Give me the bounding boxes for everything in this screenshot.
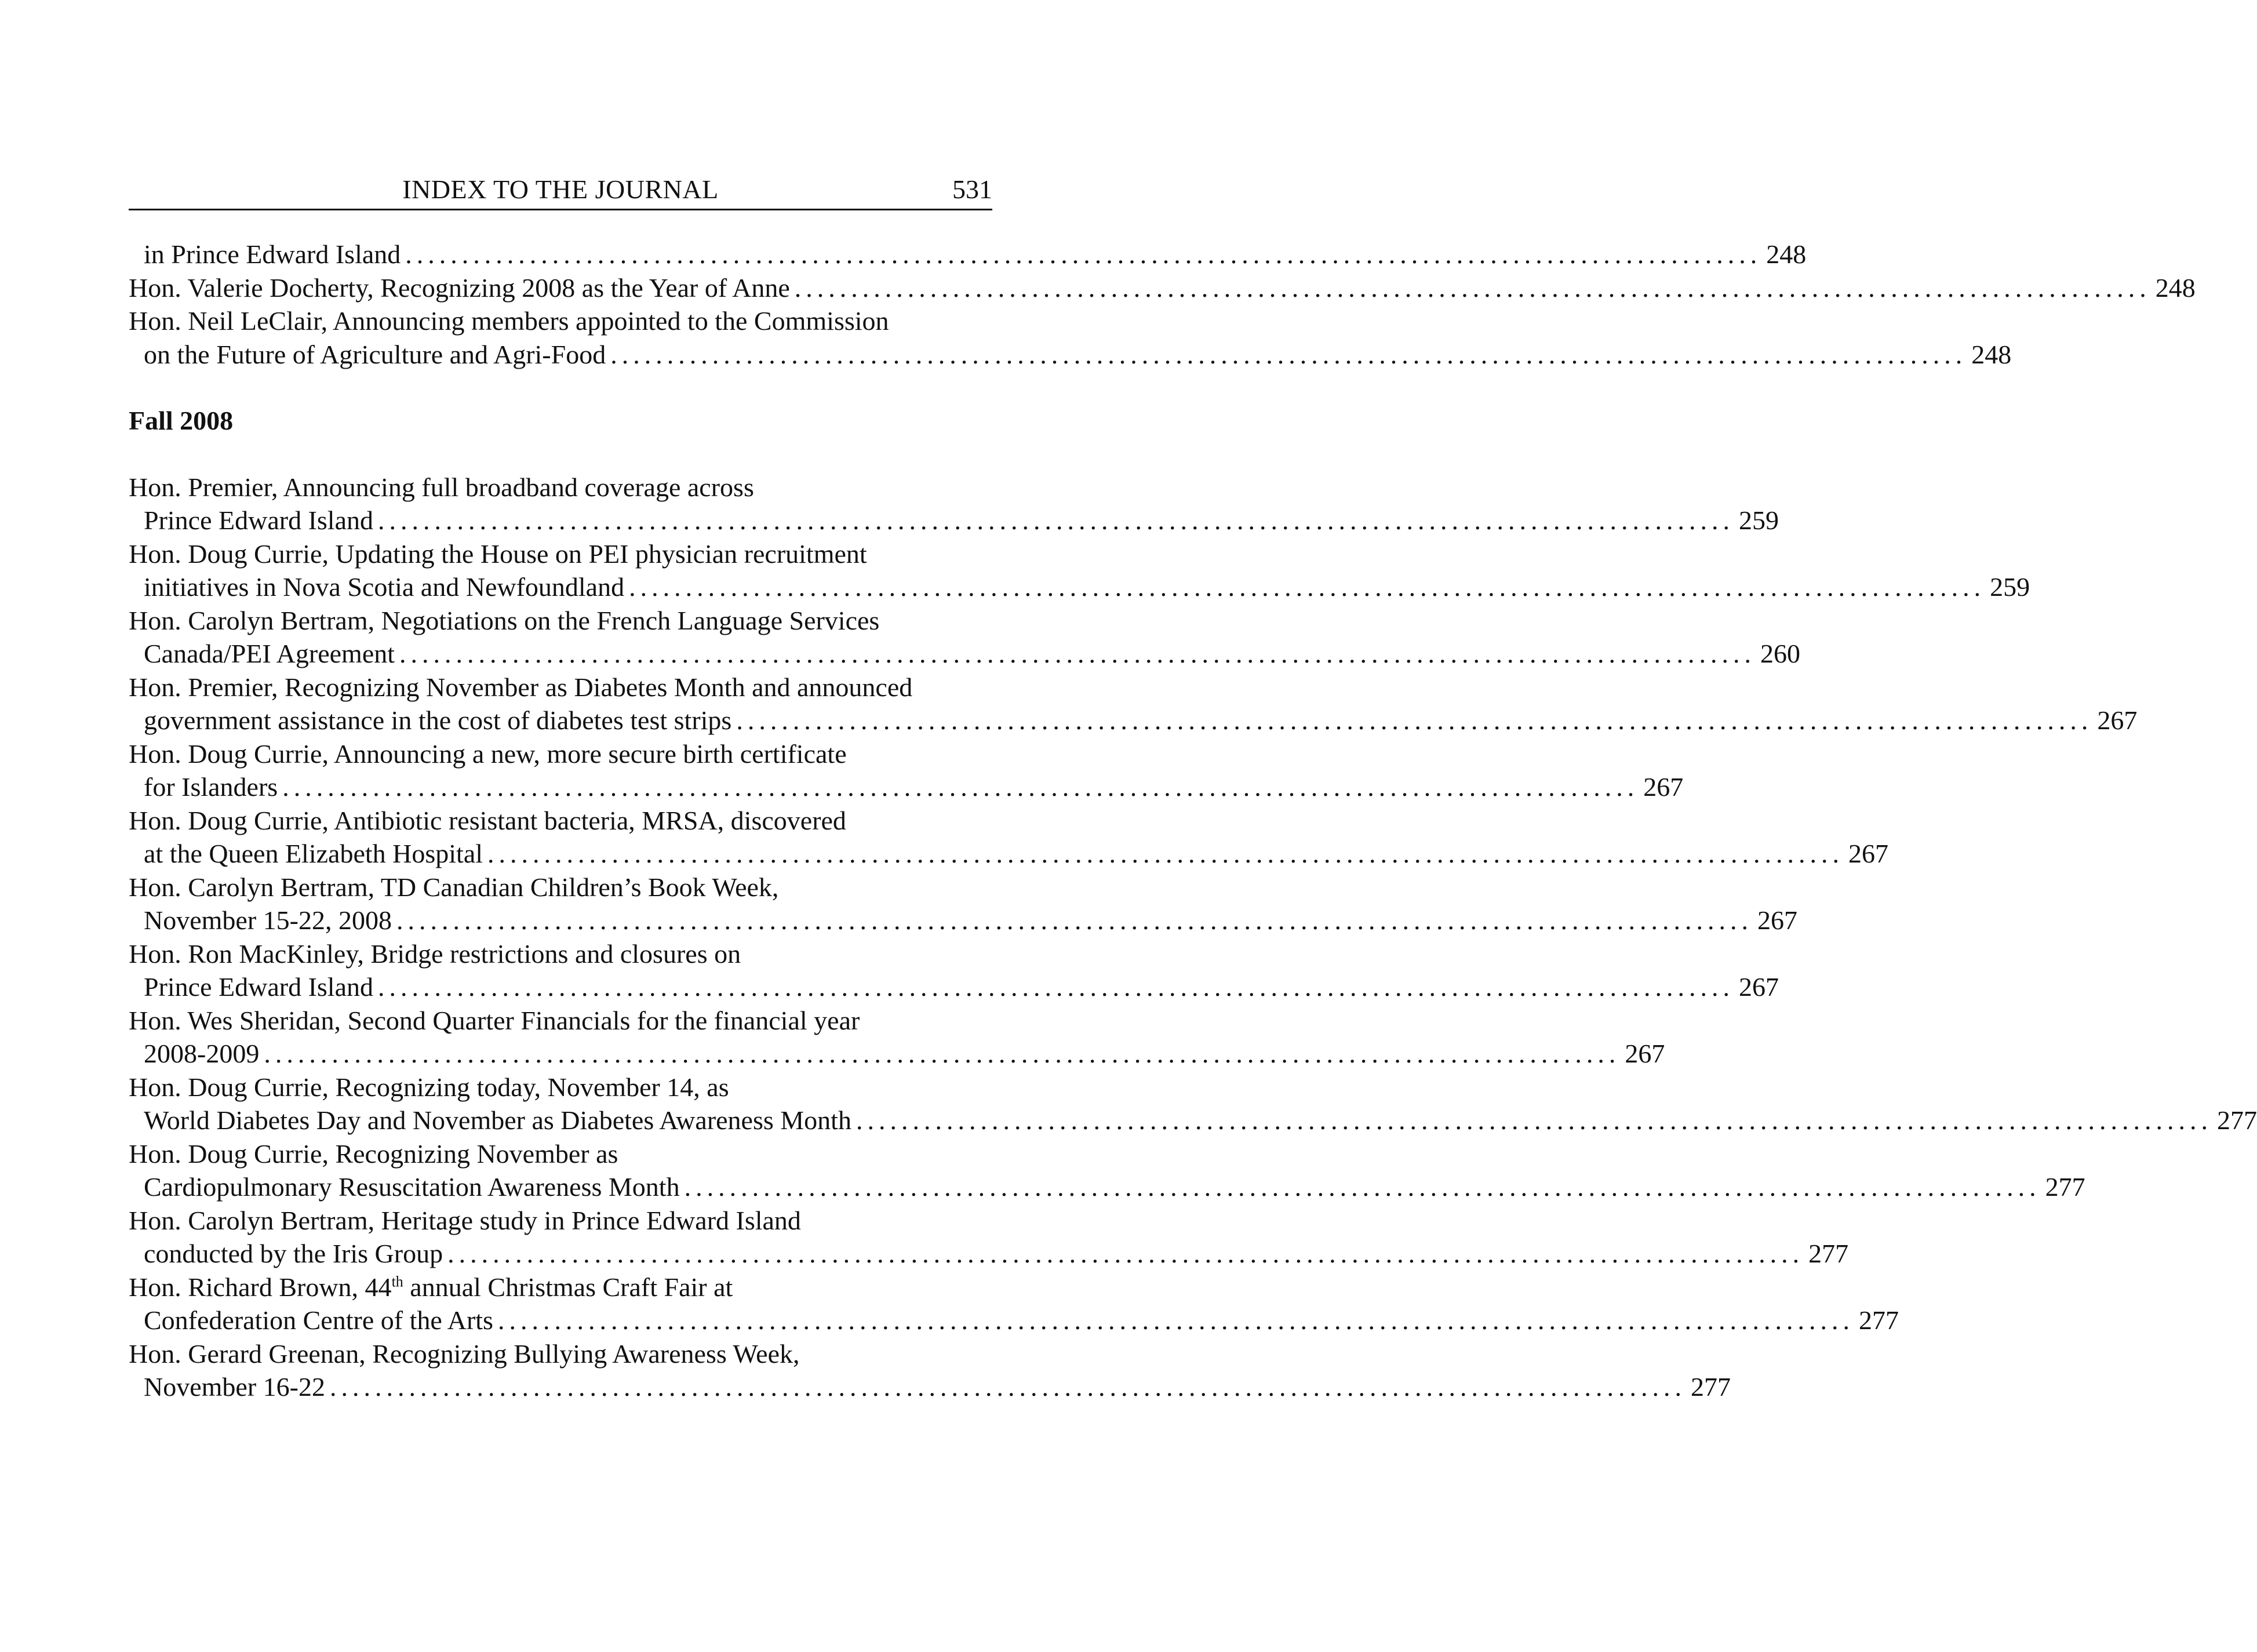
entry-text: November 15-22, 2008 — [144, 905, 392, 935]
header-title: INDEX TO THE JOURNAL — [402, 174, 719, 204]
dot-leader: ........................................................................................................................ — [629, 572, 1986, 602]
entry-text: for Islanders — [144, 772, 278, 802]
header-page-number: 531 — [952, 174, 992, 204]
dot-leader: ........................................................................................................................ — [378, 505, 1734, 535]
entry-page-number: 259 — [1990, 572, 2030, 602]
entry-line — [129, 737, 992, 771]
entry-line — [129, 271, 2196, 305]
dot-leader: ........................................................................................................................ — [264, 1039, 1621, 1068]
entry-page-number: 248 — [1971, 339, 2012, 369]
index-entry — [129, 804, 1889, 871]
index-entry — [129, 238, 1807, 271]
entry-text: World Diabetes Day and November as Diabetes Awareness Month — [144, 1105, 851, 1135]
entry-text: Hon. Richard Brown, 44th annual Christmas Craft Fair at — [129, 1272, 733, 1302]
entry-text: Cardiopulmonary Resuscitation Awareness Month — [144, 1172, 680, 1202]
entry-line — [129, 1071, 992, 1104]
entry-line — [129, 671, 992, 704]
entry-text: Hon. Wes Sheridan, Second Quarter Financials for the financial year — [129, 1005, 860, 1035]
entry-line — [129, 604, 992, 638]
entry-page-number: 267 — [1739, 972, 1779, 1002]
entry-text: Hon. Carolyn Bertram, Negotiations on the French Language Services — [129, 605, 880, 635]
entry-line — [129, 1137, 992, 1171]
entry-line — [129, 1370, 1731, 1404]
dot-leader: ........................................................................................................................ — [396, 905, 1753, 935]
dot-leader: ........................................................................................................................ — [684, 1172, 2041, 1202]
entry-page-number: 248 — [1766, 239, 1807, 269]
entry-text: Hon. Carolyn Bertram, TD Canadian Children’s Book Week, — [129, 872, 779, 902]
entry-text: Hon. Valerie Docherty, Recognizing 2008 as the Year of Anne — [129, 272, 790, 303]
dot-leader: ........................................................................................................................ — [447, 1239, 1804, 1268]
entry-text: Hon. Doug Currie, Recognizing today, November 14, as — [129, 1072, 729, 1102]
entry-line — [129, 238, 1807, 271]
entry-page-number: 267 — [2097, 705, 2138, 735]
entry-line — [129, 1170, 2085, 1204]
entry-text: Hon. Gerard Greenan, Recognizing Bullying Awareness Week, — [129, 1338, 800, 1369]
entry-text: Hon. Ron MacKinley, Bridge restrictions and closures on — [129, 938, 741, 969]
index-entry — [129, 604, 1801, 671]
entry-text: Prince Edward Island — [144, 972, 373, 1002]
entry-page-number: 277 — [2045, 1172, 2085, 1202]
entry-line — [129, 504, 1779, 537]
entry-line — [129, 1271, 992, 1304]
entry-text: Prince Edward Island — [144, 505, 373, 535]
index-entry — [129, 1071, 2257, 1137]
entry-page-number: 248 — [2155, 272, 2196, 303]
dot-leader: ........................................................................................................................ — [497, 1305, 1854, 1335]
entry-page-number: 267 — [1757, 905, 1797, 935]
entry-text: November 16-22 — [144, 1372, 325, 1402]
entry-text: government assistance in the cost of diabetes test strips — [144, 705, 732, 735]
entry-text: Canada/PEI Agreement — [144, 639, 395, 668]
entry-line — [129, 837, 1889, 871]
dot-leader: ........................................................................................................................ — [405, 239, 1762, 269]
entry-page-number: 277 — [1858, 1305, 1899, 1335]
entry-text: Hon. Doug Currie, Antibiotic resistant bacteria, MRSA, discovered — [129, 805, 846, 835]
entry-text: Hon. Doug Currie, Announcing a new, more secure birth certificate — [129, 738, 847, 769]
index-entry — [129, 1337, 1731, 1404]
running-header — [129, 172, 992, 210]
entry-line — [129, 770, 1684, 804]
index-entry — [129, 1204, 1849, 1271]
ordinal-suffix: th — [391, 1273, 403, 1290]
dot-leader: ........................................................................................................................ — [378, 972, 1734, 1002]
entry-text: initiatives in Nova Scotia and Newfoundland — [144, 572, 625, 602]
entry-line — [129, 904, 1797, 937]
index-entry — [129, 1271, 1899, 1337]
index-content — [129, 238, 2257, 1404]
index-entries-fall-2008 — [129, 471, 2257, 1404]
entry-text: Hon. Doug Currie, Recognizing November as — [129, 1138, 618, 1169]
entry-line — [129, 1237, 1849, 1271]
entry-line — [129, 937, 992, 971]
entry-text: Hon. Premier, Recognizing November as Diabetes Month and announced — [129, 672, 913, 702]
index-entry — [129, 304, 2012, 371]
entry-text: 2008-2009 — [144, 1039, 260, 1068]
dot-leader: ........................................................................................................................ — [736, 705, 2093, 735]
entry-page-number: 259 — [1739, 505, 1779, 535]
entry-page-number: 267 — [1848, 839, 1889, 868]
dot-leader: ........................................................................................................................ — [794, 272, 2151, 303]
entry-line — [129, 1037, 1665, 1071]
entry-text: conducted by the Iris Group — [144, 1239, 443, 1268]
entry-text: Hon. Neil LeClair, Announcing members appointed to the Commission — [129, 306, 889, 336]
dot-leader: ........................................................................................................................ — [329, 1372, 1686, 1402]
entry-line — [129, 1004, 992, 1038]
index-entry — [129, 537, 2030, 604]
entry-text: at the Queen Elizabeth Hospital — [144, 839, 483, 868]
entry-line — [129, 537, 992, 571]
entry-page-number: 277 — [1690, 1372, 1731, 1402]
dot-leader: ........................................................................................................................ — [610, 339, 1967, 369]
entry-text: Hon. Premier, Announcing full broadband coverage across — [129, 472, 754, 502]
entry-line — [129, 570, 2030, 604]
entry-line — [129, 471, 992, 504]
dot-leader: ........................................................................................................................ — [487, 839, 1844, 868]
entry-line — [129, 338, 2012, 372]
entry-line — [129, 704, 2138, 737]
entry-line — [129, 1104, 2257, 1137]
index-entries-top — [129, 238, 2196, 371]
entry-line — [129, 804, 992, 838]
index-entry — [129, 1137, 2085, 1204]
dot-leader: ........................................................................................................................ — [399, 639, 1756, 668]
index-entry — [129, 871, 1797, 937]
entry-line — [129, 1304, 1899, 1337]
entry-line — [129, 1337, 992, 1371]
section-heading: Fall 2008 — [129, 406, 234, 435]
entry-text: in Prince Edward Island — [144, 239, 401, 269]
entry-line — [129, 871, 992, 904]
index-entry — [129, 271, 2196, 305]
index-entry — [129, 937, 1779, 1004]
dot-leader: ........................................................................................................................ — [282, 772, 1639, 802]
entry-line — [129, 970, 1779, 1004]
entry-line — [129, 304, 992, 338]
entry-page-number: 277 — [1808, 1239, 1849, 1268]
entry-line — [129, 637, 1801, 671]
entry-text: Confederation Centre of the Arts — [144, 1305, 493, 1335]
index-entry — [129, 1004, 1665, 1071]
entry-text: Hon. Doug Currie, Updating the House on PEI physician recruitment — [129, 538, 867, 569]
index-entry — [129, 671, 2138, 737]
index-entry — [129, 471, 1779, 537]
entry-page-number: 260 — [1760, 639, 1801, 668]
entry-text: Hon. Carolyn Bertram, Heritage study in Prince Edward Island — [129, 1205, 801, 1235]
entry-text: on the Future of Agriculture and Agri-Food — [144, 339, 606, 369]
entry-line — [129, 1204, 992, 1238]
entry-page-number: 267 — [1625, 1039, 1665, 1068]
entry-page-number: 277 — [2216, 1105, 2257, 1135]
index-entry — [129, 737, 1684, 804]
entry-page-number: 267 — [1643, 772, 1684, 802]
dot-leader: ........................................................................................................................ — [856, 1105, 2212, 1135]
